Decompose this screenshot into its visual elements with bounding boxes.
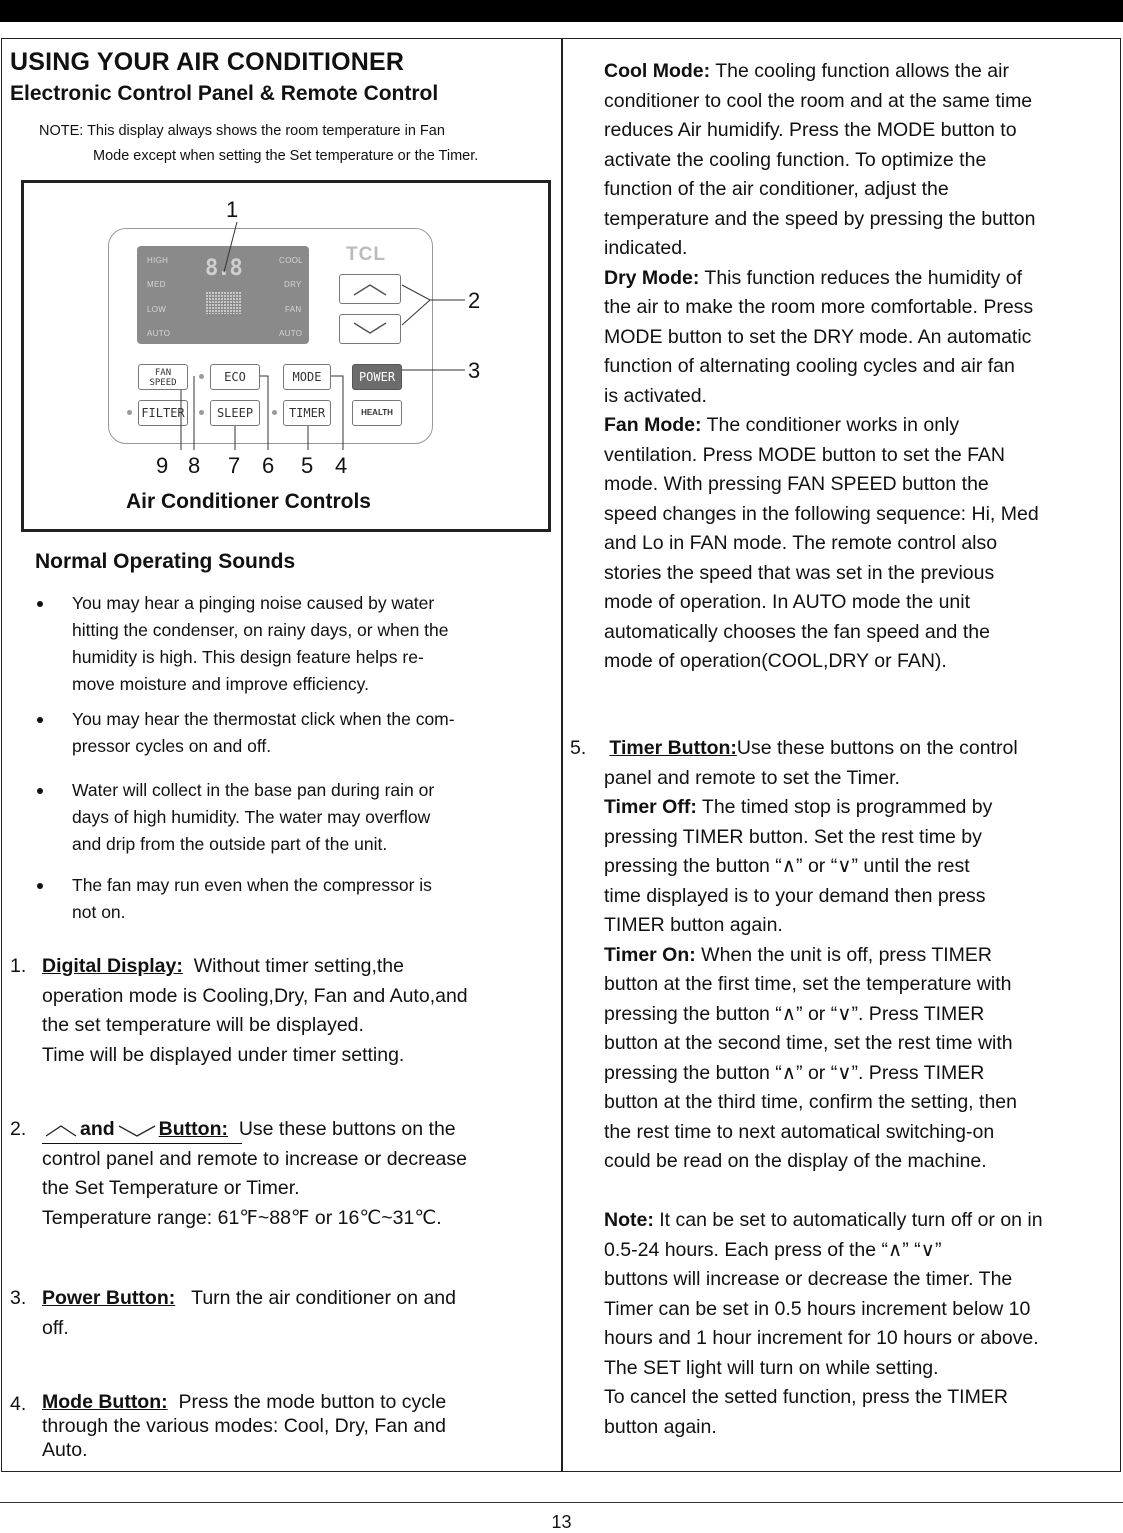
text-line: pressing the button “∧” or “∨”. Press TIMER: [604, 1002, 985, 1025]
text-line: The SET light will turn on while setting.: [604, 1356, 939, 1379]
text-line: indicated.: [604, 237, 688, 259]
callout-number: 1: [226, 197, 239, 222]
footer-rule: [0, 1502, 1123, 1503]
text-line: mode of operation. In AUTO mode the unit: [604, 591, 971, 613]
eco-button[interactable]: ECO: [210, 364, 260, 390]
chevron-down-icon: [115, 1122, 159, 1138]
mode-label: Fan Mode:: [604, 414, 702, 436]
text-line: function of alternating cooling cycles and air fan: [604, 355, 1015, 377]
lcd-digits: 8.8: [205, 256, 242, 281]
bullet-line: move moisture and improve efficiency.: [72, 674, 369, 694]
item-number: 5.: [570, 737, 587, 759]
text-line: button at the second time, set the rest time with: [604, 1032, 1013, 1054]
text-line: time displayed is to your demand then press: [604, 884, 986, 907]
lcd-label: COOL: [279, 256, 303, 265]
bullet-icon: [37, 717, 43, 723]
note-label: Note:: [604, 1209, 654, 1231]
bullet-line: and drip from the outside part of the unit.: [72, 834, 388, 854]
timer-label: Timer On:: [604, 943, 696, 966]
callout-number: 2: [468, 288, 481, 313]
bullet-icon: [37, 788, 43, 794]
callout-number: 5: [301, 453, 314, 478]
page-subtitle: Electronic Control Panel & Remote Control: [10, 82, 439, 105]
sleep-button[interactable]: SLEEP: [210, 400, 260, 426]
text-line: To cancel the setted function, press the TIMER: [604, 1386, 1008, 1408]
text-line: the rest time to next automatical switching-on: [604, 1120, 995, 1143]
bullet-icon: [37, 883, 43, 889]
lcd-label: MED: [147, 280, 166, 289]
text-line: button again.: [604, 1415, 717, 1438]
lcd-label: AUTO: [279, 329, 303, 338]
bullet-line: You may hear the thermostat click when the com-: [72, 709, 455, 729]
text-line: the air to make the room more comfortable. Press: [604, 296, 1034, 318]
text-line: This function reduces the humidity of: [704, 266, 1023, 289]
text-line: stories the speed that was set in the previous: [604, 561, 995, 584]
page-number: 13: [551, 1512, 572, 1532]
text-line: is activated.: [604, 384, 707, 407]
item-line: the set temperature will be displayed.: [42, 1014, 364, 1036]
text-line: Use these buttons on the control: [736, 737, 1018, 759]
callout-number: 3: [468, 358, 481, 383]
text-line: 0.5-24 hours. Each press of the “∧” “∨”: [604, 1238, 942, 1261]
text-line: temperature and the speed by pressing the button: [604, 207, 1036, 230]
callout-lines: [0, 0, 561, 540]
item-line: Turn the air conditioner on and: [191, 1287, 456, 1309]
item-up-down-button: [42, 1115, 467, 1233]
text-line: function of the air conditioner, adjust the: [604, 178, 949, 200]
note-line-1: NOTE: This display always shows the room temperature in Fan: [39, 123, 445, 139]
bullet-line: humidity is high. This design feature helps re-: [72, 647, 424, 667]
brand-logo: TCL: [346, 244, 386, 265]
text-line: When the unit is off, press TIMER: [701, 943, 992, 966]
title-underline: [42, 1143, 242, 1144]
note-line-2: Mode except when setting the Set temperature or the Timer.: [93, 148, 479, 164]
timer-paragraph: [604, 734, 1043, 1442]
bullet-line: not on.: [72, 902, 126, 922]
item-line: off.: [42, 1316, 69, 1339]
item-line: Auto.: [42, 1439, 88, 1461]
lcd-label: DRY: [284, 280, 302, 289]
text-line: pressing the button “∧” or “∨”. Press TIMER: [604, 1061, 985, 1084]
bullet-line: pressor cycles on and off.: [72, 736, 272, 756]
item-number: 2.: [10, 1118, 27, 1140]
callout-number: 4: [335, 453, 348, 478]
power-button[interactable]: POWER: [352, 364, 402, 390]
filter-button[interactable]: FILTER: [138, 400, 188, 426]
text-line: The conditioner works in only: [706, 414, 960, 436]
item-line: Press the mode button to cycle: [178, 1391, 447, 1413]
text-line: speed changes in the following sequence: Hi, Med: [604, 502, 1039, 525]
text-line: conditioner to cool the room and at the same time: [604, 89, 1033, 112]
fan-speed-label: SPEED: [149, 378, 177, 388]
text-line: could be read on the display of the machine.: [604, 1150, 987, 1172]
item-title: Power Button:: [42, 1287, 176, 1309]
item-title: Button:: [158, 1118, 228, 1140]
bullet-item: [72, 872, 432, 926]
fan-speed-label: FAN: [154, 368, 172, 378]
item-line: through the various modes: Cool, Dry, Fan and: [42, 1415, 446, 1437]
text-line: mode. With pressing FAN SPEED button the: [604, 473, 989, 495]
item-line: control panel and remote to increase or decrease: [42, 1147, 467, 1170]
cool-mode-paragraph: [604, 57, 1039, 677]
bullet-line: The fan may run even when the compressor is: [72, 875, 432, 895]
text-line: mode of operation(COOL,DRY or FAN).: [604, 650, 947, 672]
text-line: pressing TIMER button. Set the rest time by: [604, 825, 982, 848]
item-mode-button: [42, 1390, 446, 1462]
column-divider: [561, 38, 563, 1472]
item-line: Temperature range: 61℉~88℉ or 16℃~31℃.: [42, 1206, 442, 1229]
bullet-line: Water will collect in the base pan during rain or: [72, 780, 435, 800]
item-line: Time will be displayed under timer setting.: [42, 1043, 405, 1066]
sounds-title: Normal Operating Sounds: [35, 550, 296, 573]
bullet-line: hitting the condenser, on rainy days, or when the: [72, 620, 449, 640]
lcd-label: AUTO: [147, 329, 171, 338]
health-button[interactable]: HEALTH: [352, 400, 402, 426]
callout-number: 9: [156, 453, 169, 478]
item-line: Use these buttons on the: [238, 1118, 456, 1140]
mode-label: Cool Mode:: [604, 60, 711, 82]
bullet-item: [72, 590, 449, 698]
item-title: Digital Display:: [42, 955, 183, 977]
item-digital-display: [42, 952, 468, 1070]
text-line: MODE button to set the DRY mode. An automatic: [604, 325, 1032, 348]
item-number: 4.: [10, 1393, 27, 1415]
page-title: USING YOUR AIR CONDITIONER: [10, 48, 405, 76]
text-line: TIMER button again.: [604, 914, 783, 936]
lcd-label: LOW: [147, 305, 167, 314]
text-line: panel and remote to set the Timer.: [604, 766, 900, 789]
text-line: ventilation. Press MODE button to set the FAN: [604, 443, 1006, 466]
item-line: Without timer setting,the: [193, 955, 404, 977]
text-line: button at the first time, set the temperature with: [604, 973, 1012, 995]
callout-number: 7: [228, 453, 241, 478]
mode-button[interactable]: MODE: [283, 364, 331, 390]
mode-label: Dry Mode:: [604, 266, 700, 289]
diagram-caption: Air Conditioner Controls: [126, 490, 371, 513]
text-line: and Lo in FAN mode. The remote control also: [604, 532, 998, 554]
callout-number: 6: [262, 453, 275, 478]
bullet-item: [72, 777, 434, 858]
item-title: Timer Button:: [609, 737, 737, 759]
bullet-line: days of high humidity. The water may overflow: [72, 807, 431, 827]
text-line: Timer can be set in 0.5 hours increment below 10: [604, 1297, 1031, 1320]
text-line: activate the cooling function. To optimize the: [604, 148, 987, 171]
item-and: and: [80, 1118, 115, 1140]
text-line: The cooling function allows the air: [715, 60, 1009, 82]
timer-label: Timer Off:: [604, 796, 697, 818]
item-power-button: [42, 1284, 456, 1343]
item-number: 3.: [10, 1287, 27, 1309]
text-line: pressing the button “∧” or “∨” until the rest: [604, 855, 970, 877]
item-title: Mode Button:: [42, 1391, 168, 1413]
text-line: The timed stop is programmed by: [701, 796, 993, 818]
text-line: It can be set to automatically turn off or on in: [659, 1209, 1043, 1231]
item-line: operation mode is Cooling,Dry, Fan and Auto,and: [42, 984, 468, 1007]
lcd-label: HIGH: [147, 256, 169, 265]
callout-number: 8: [188, 453, 201, 478]
item-line: the Set Temperature or Timer.: [42, 1177, 300, 1199]
item-number: 1.: [10, 955, 27, 977]
chevron-up-icon: [42, 1122, 80, 1138]
text-line: buttons will increase or decrease the timer. The: [604, 1268, 1013, 1290]
text-line: hours and 1 hour increment for 10 hours or above.: [604, 1327, 1039, 1349]
text-line: button at the third time, confirm the setting, then: [604, 1091, 1017, 1113]
bullet-line: You may hear a pinging noise caused by water: [72, 593, 435, 613]
timer-button[interactable]: TIMER: [283, 400, 331, 426]
text-line: automatically chooses the fan speed and the: [604, 620, 990, 643]
bullet-item: [72, 706, 455, 760]
lcd-label: FAN: [285, 305, 302, 314]
text-line: reduces Air humidify. Press the MODE button to: [604, 119, 1017, 141]
bullet-icon: [37, 601, 43, 607]
